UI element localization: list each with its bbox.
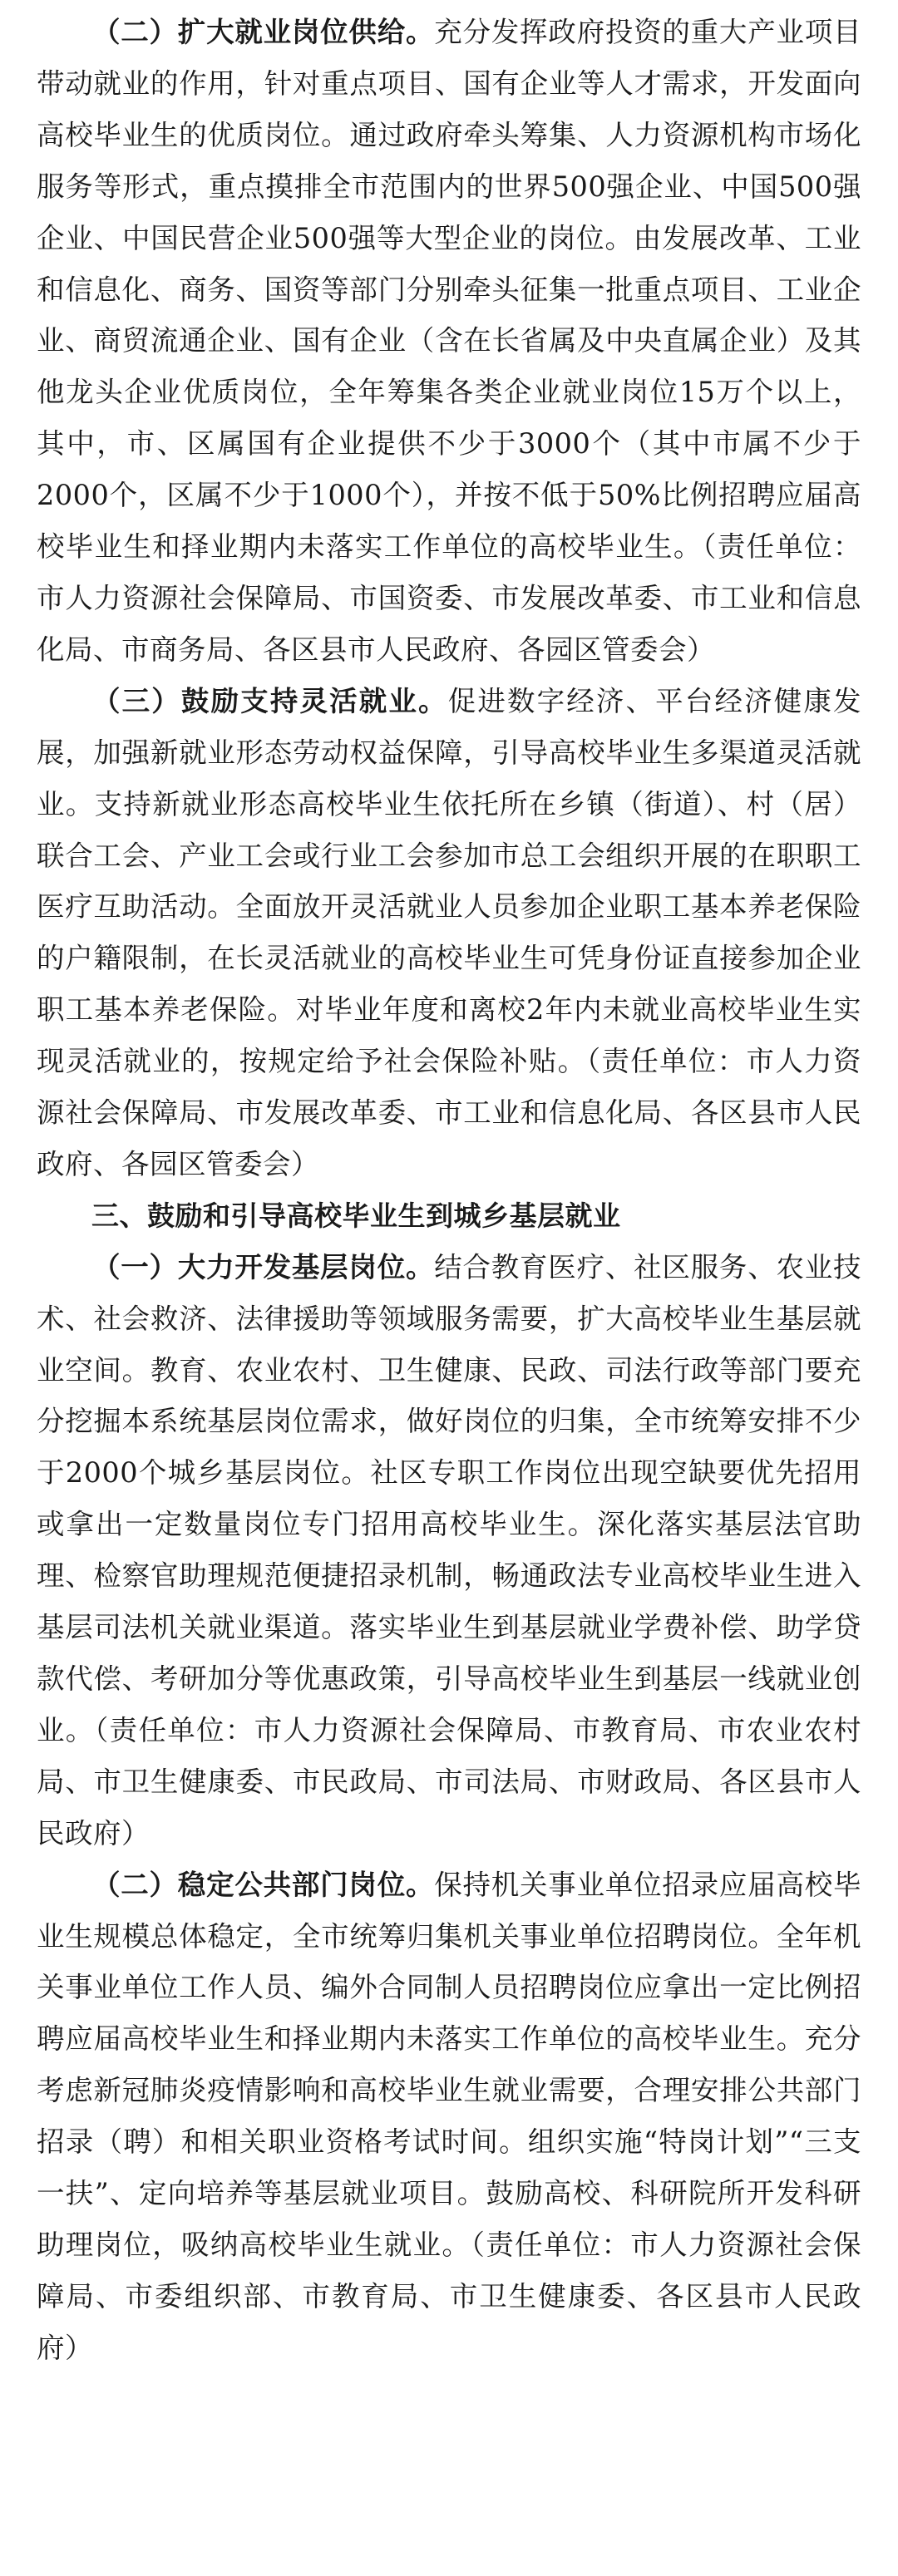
paragraph-body: 充分发挥政府投资的重大产业项目带动就业的作用，针对重点项目、国有企业等人才需求，开发面向高校毕业生的优质岗位。通过政府牵头筹集、人力资源机构市场化服务等形式，重点摸排全市范围内的世界500强企业、中国500强企业、中国民营企业500强等大型企业的岗位。由发展改革、工业和信息化、商务、国资等部门分别牵头征集一批重点项目、工业企业、商贸流通企业、国有企业（含在长省属及中央直属企业）及其他龙头企业优质岗位，全年筹集各类企业就业岗位15万个以上，其中，市、区属国有企业提供不少于3000个（其中市属不少于2000个，区属不少于1000个），并按不低于50%比例招聘应届高校毕业生和择业期内未落实工作单位的高校毕业生。（责任单位：市人力资源社会保障局、市国资委、市发展改革委、市工业和信息化局、市商务局、各区县市人民政府、各园区管委会） (37, 16, 862, 666)
paragraph-grassroots-posts (37, 1242, 861, 1859)
paragraph-flexible-employment (37, 676, 861, 1190)
paragraph-body: 结合教育医疗、社区服务、农业技术、社会救济、法律援助等领域服务需要，扩大高校毕业生基层就业空间。教育、农业农村、卫生健康、民政、司法行政等部门要充分挖掘本系统基层岗位需求，做好岗位的归集，全市统筹安排不少于2000个城乡基层岗位。社区专职工作岗位出现空缺要优先招用或拿出一定数量岗位专门招用高校毕业生。深化落实基层法官助理、检察官助理规范便捷招录机制，畅通政法专业高校毕业生进入基层司法机关就业渠道。落实毕业生到基层就业学费补偿、助学贷款代偿、考研加分等优惠政策，引导高校毕业生到基层一线就业创业。（责任单位：市人力资源社会保障局、市教育局、市农业农村局、市卫生健康委、市民政局、市司法局、市财政局、各区县市人民政府） (37, 1250, 862, 1849)
paragraph-body: 促进数字经济、平台经济健康发展，加强新就业形态劳动权益保障，引导高校毕业生多渠道灵活就业。支持新就业形态高校毕业生依托所在乡镇（街道）、村（居）联合工会、产业工会或行业工会参加市总工会组织开展的在职职工医疗互助活动。全面放开灵活就业人员参加企业职工基本养老保险的户籍限制，在长灵活就业的高校毕业生可凭身份证直接参加企业职工基本养老保险。对毕业年度和离校2年内未就业高校毕业生实现灵活就业的，按规定给予社会保险补贴。（责任单位：市人力资源社会保障局、市发展改革委、市工业和信息化局、各区县市人民政府、各园区管委会） (37, 684, 862, 1180)
paragraph-body: 保持机关事业单位招录应届高校毕业生规模总体稳定，全市统筹归集机关事业单位招聘岗位。全年机关事业单位工作人员、编外合同制人员招聘岗位应拿出一定比例招聘应届高校毕业生和择业期内未落实工作单位的高校毕业生。充分考虑新冠肺炎疫情影响和高校毕业生就业需要，合理安排公共部门招录（聘）和相关职业资格考试时间。组织实施“特岗计划”“三支一扶”、定向培养等基层就业项目。鼓励高校、科研院所开发科研助理岗位，吸纳高校毕业生就业。（责任单位：市人力资源社会保障局、市委组织部、市教育局、市卫生健康委、各区县市人民政府） (37, 1868, 862, 2364)
paragraph-lead: （一）大力开发基层岗位。 (92, 1250, 435, 1283)
paragraph-public-sector-posts (37, 1859, 861, 2374)
paragraph-lead: （二）稳定公共部门岗位。 (92, 1868, 435, 1901)
paragraph-expand-job-supply (37, 7, 861, 676)
paragraph-lead: （二）扩大就业岗位供给。 (92, 16, 435, 48)
section-heading: 三、鼓励和引导高校毕业生到城乡基层就业 (91, 1199, 621, 1232)
paragraph-lead: （三）鼓励支持灵活就业。 (92, 684, 448, 717)
